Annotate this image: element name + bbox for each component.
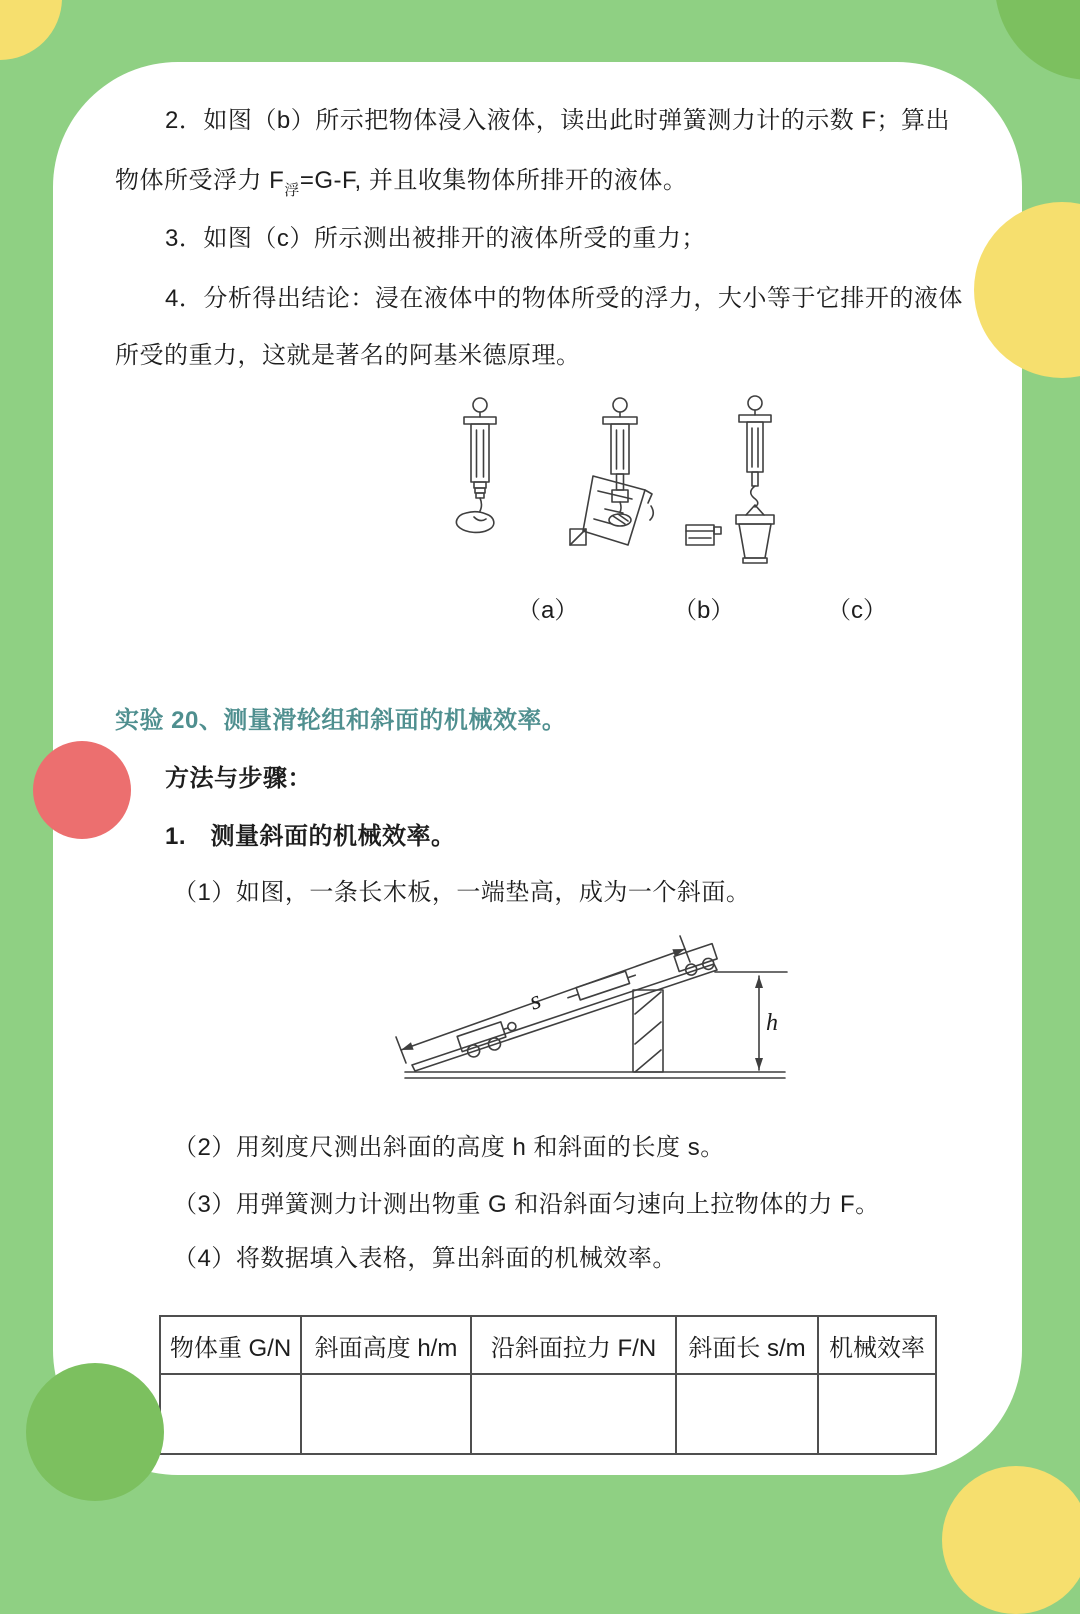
formula-subscript: 浮 — [284, 182, 300, 199]
table-header-weight: 物体重 G/N — [160, 1316, 301, 1374]
incline-step4: （4）将数据填入表格，算出斜面的机械效率。 — [173, 1245, 677, 1272]
content-card — [53, 62, 1022, 1475]
apex-roller — [674, 944, 719, 979]
figure-label-c: （c） — [827, 597, 887, 624]
table-cell — [160, 1374, 301, 1454]
incline-step3: （3）用弹簧测力计测出物重 G 和沿斜面匀速向上拉物体的力 F。 — [173, 1191, 880, 1218]
formula-post: =G-F, 并且收集物体所排开的液体。 — [299, 167, 688, 194]
spring-scale-on-slope — [566, 969, 637, 1004]
deco-circle-left — [33, 741, 131, 839]
incline-height-label: h — [766, 1010, 778, 1036]
incline-step1: （1）如图，一条长木板，一端垫高，成为一个斜面。 — [173, 879, 751, 906]
inclined-plane-diagram — [385, 922, 805, 1102]
para-step2-line1: 2．如图（b）所示把物体浸入液体，读出此时弹簧测力计的示数 F；算出 — [165, 107, 951, 134]
table-header-efficiency: 机械效率 — [818, 1316, 936, 1374]
table-cell — [471, 1374, 676, 1454]
figure-label-a: （a） — [517, 597, 579, 624]
experiment20-heading: 实验 20、测量滑轮组和斜面的机械效率。 — [115, 707, 567, 734]
table-row — [160, 1374, 936, 1454]
table-cell — [818, 1374, 936, 1454]
deco-circle-top-right — [995, 0, 1080, 80]
table-header-row — [160, 1316, 936, 1374]
para-step2-line2 — [115, 164, 687, 208]
table-cell — [301, 1374, 471, 1454]
deco-circle-bottom-left — [26, 1363, 164, 1501]
deco-circle-top-left — [0, 0, 62, 60]
spring-scale-c — [736, 396, 774, 563]
table-header-length: 斜面长 s/m — [676, 1316, 818, 1374]
incline-step2: （2）用刻度尺测出斜面的高度 h 和斜面的长度 s。 — [173, 1134, 725, 1161]
spring-scale-a — [456, 398, 496, 532]
deco-circle-bottom-right — [942, 1466, 1080, 1614]
method-steps-title: 方法与步骤： — [165, 765, 312, 792]
incline-length-label: s — [525, 984, 545, 1016]
table-cell — [676, 1374, 818, 1454]
incline-data-table — [159, 1315, 937, 1455]
spring-scale-figure — [430, 393, 870, 578]
figure-label-b: （b） — [673, 597, 735, 624]
para-step3: 3．如图（c）所示测出被排开的液体所受的重力； — [165, 225, 706, 252]
formula-pre: 物体所受浮力 F — [115, 167, 285, 194]
spring-scale-b — [570, 398, 721, 545]
table-header-force: 沿斜面拉力 F/N — [471, 1316, 676, 1374]
para-step4-line2: 所受的重力，这就是著名的阿基米德原理。 — [115, 342, 581, 369]
table-header-height: 斜面高度 h/m — [301, 1316, 471, 1374]
para-step4-line1: 4．分析得出结论：浸在液体中的物体所受的浮力，大小等于它排开的液体 — [165, 285, 963, 312]
item1-title: 1. 测量斜面的机械效率。 — [165, 823, 456, 850]
